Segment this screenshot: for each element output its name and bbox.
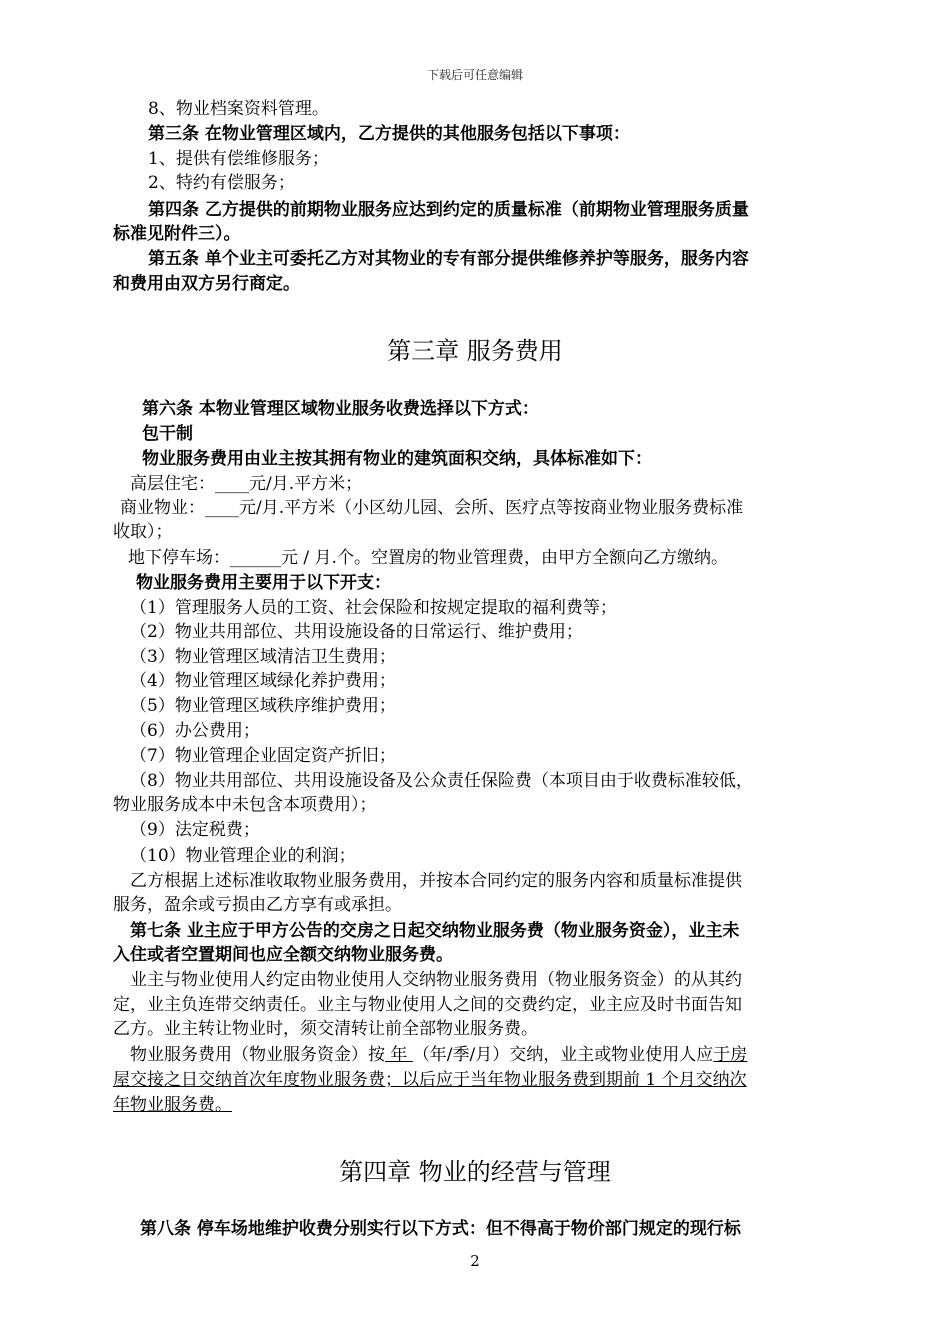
- text-line: 标准见附件三）。: [113, 224, 241, 244]
- fee-blank: ____: [205, 498, 239, 518]
- article-4: 第四条 乙方提供的前期物业服务应达到约定的质量标准（前期物业管理服务质量: [148, 200, 749, 220]
- payment-line: [130, 1043, 747, 1067]
- fee-unit: 元/月.平方米（小区幼儿园、会所、医疗点等按商业物业服务费标准: [239, 498, 744, 518]
- text-line: 业主与物业使用人约定由物业使用人交纳物业服务费用（物业服务资金）的从其约: [130, 970, 742, 990]
- payment-underlined: 屋交接之日交纳首次年度物业服务费；以后应于当年物业服务费到期前 1 个月交纳次: [113, 1070, 747, 1090]
- fee-blank: ______: [230, 548, 281, 568]
- expense-item: （1）管理服务人员的工资、社会保险和按规定提取的福利费等；: [130, 598, 617, 618]
- chapter-title: 第三章 服务费用: [387, 337, 563, 365]
- expense-item: （5）物业管理区域秩序维护费用；: [130, 696, 396, 716]
- text-line: 包干制: [142, 424, 193, 444]
- payment-underlined: 年物业服务费。: [113, 1095, 232, 1115]
- text-line: 2、特约有偿服务；: [148, 173, 295, 193]
- expense-item: （4）物业管理区域绿化养护费用；: [130, 671, 396, 691]
- text-line: 服务，盈余或亏损由乙方享有或承担。: [113, 895, 402, 915]
- text-line: 1、提供有偿维修服务；: [148, 149, 329, 169]
- payment-period: 年: [385, 1045, 413, 1065]
- expense-item: （7）物业管理企业固定资产折旧；: [130, 746, 396, 766]
- text-line: 和费用由双方另行商定。: [113, 274, 300, 294]
- article-5: 第五条 单个业主可委托乙方对其物业的专有部分提供维修养护等服务，服务内容: [148, 249, 749, 269]
- expense-item: （3）物业管理区域清洁卫生费用；: [130, 647, 396, 667]
- fee-line-parking: [128, 546, 728, 570]
- article-6: 第六条 本物业管理区域物业服务收费选择以下方式：: [142, 399, 539, 419]
- fee-blank: ____: [215, 474, 249, 494]
- expense-item: （9）法定税费；: [130, 820, 260, 840]
- expense-item: 物业服务成本中未包含本项费用）；: [113, 795, 377, 815]
- text-line: 定，业主负连带交纳责任。业主与物业使用人之间的交费约定，业主应及时书面告知: [113, 995, 742, 1015]
- text-line: 8、物业档案资料管理。: [148, 99, 329, 119]
- expense-item: （10）物业管理企业的利润；: [130, 846, 356, 866]
- text-line: 乙方。业主转让物业时，须交清转让前全部物业服务费。: [113, 1019, 538, 1039]
- fee-line-residential: [130, 472, 362, 496]
- chapter-title: 第四章 物业的经营与管理: [339, 1158, 611, 1186]
- page-header: 下载后可任意编辑: [426, 68, 523, 82]
- text-line: 收取）；: [113, 522, 173, 542]
- article-3: 第三条 在物业管理区域内，乙方提供的其他服务包括以下事项：: [148, 124, 630, 144]
- text-line: 乙方根据上述标准收取物业服务费用，并按本合同约定的服务内容和质量标准提供: [130, 871, 742, 891]
- fee-unit: 元/月.平方米；: [249, 474, 363, 494]
- payment-text: （年/季/月）交纳，业主或物业使用人应: [412, 1045, 714, 1065]
- text-line: 入住或者空置期间也应全额交纳物业服务费。: [113, 945, 453, 965]
- fee-line-commercial: [120, 496, 743, 520]
- text-line: 物业服务费用主要用于以下开支：: [136, 573, 391, 593]
- payment-text: 物业服务费用（物业服务资金）按: [130, 1045, 385, 1065]
- article-7: 第七条 业主应于甲方公告的交房之日起交纳物业服务费（物业服务资金），业主未: [130, 921, 740, 941]
- payment-underlined: 于房: [713, 1045, 748, 1065]
- article-8: 第八条 停车场地维护收费分别实行以下方式：但不得高于物价部门规定的现行标: [140, 1219, 741, 1239]
- page-number: 2: [470, 1252, 480, 1270]
- fee-label: 高层住宅：: [130, 474, 215, 494]
- fee-label: 商业物业：: [120, 498, 205, 518]
- fee-label: 地下停车场：: [128, 548, 230, 568]
- expense-item: （6）办公费用；: [130, 721, 260, 741]
- expense-item: （2）物业共用部位、共用设施设备的日常运行、维护费用；: [130, 622, 583, 642]
- text-line: 物业服务费用由业主按其拥有物业的建筑面积交纳，具体标准如下：: [142, 449, 652, 469]
- fee-unit: 元 / 月.个。空置房的物业管理费，由甲方全额向乙方缴纳。: [281, 548, 728, 568]
- expense-item: （8）物业共用部位、共用设施设备及公众责任保险费（本项目由于收费标准较低，: [130, 771, 753, 791]
